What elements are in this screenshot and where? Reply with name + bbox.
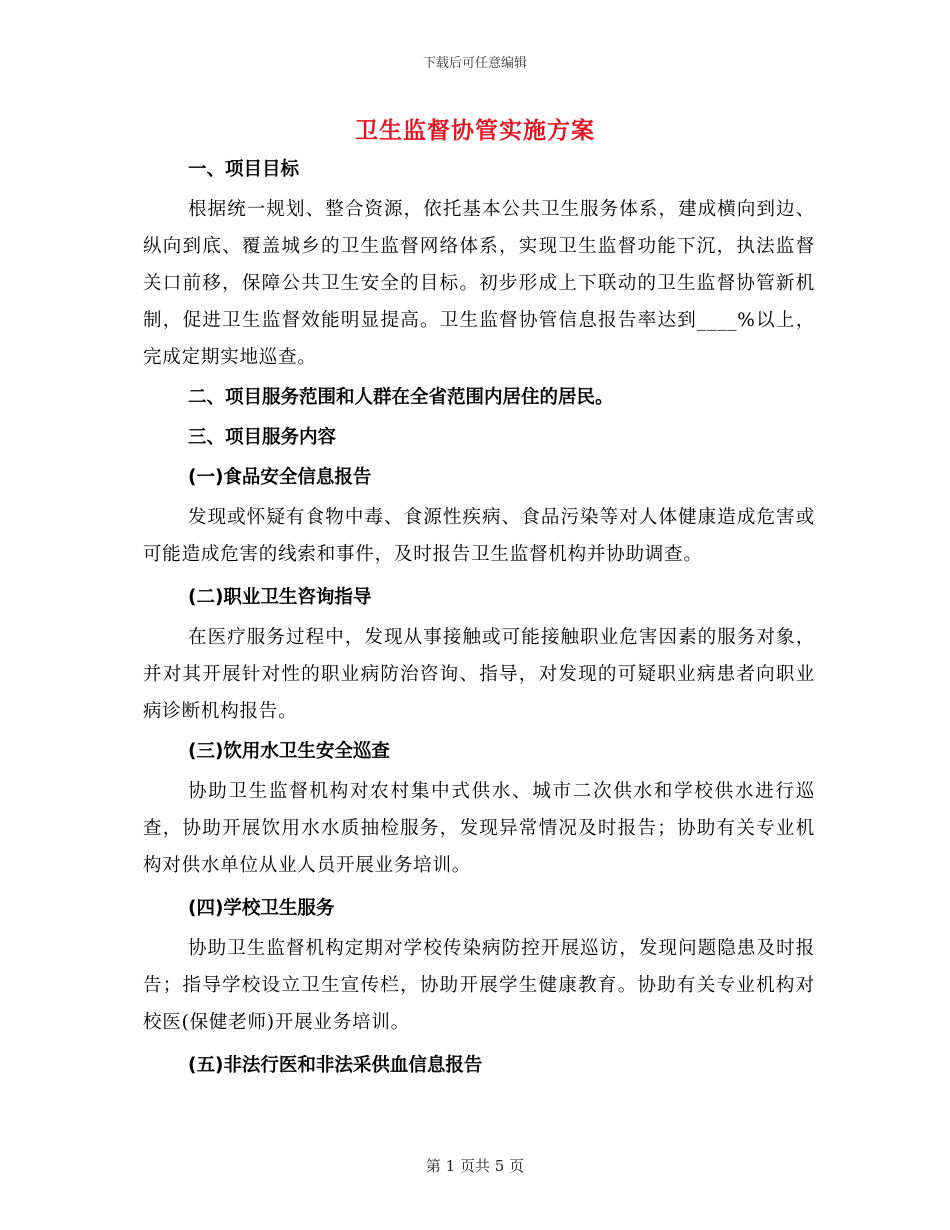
page-footer: 第 1 页共 5 页 (425, 1157, 525, 1175)
paragraph-occupational-health: 在医疗服务过程中，发现从事接触或可能接触职业危害因素的服务对象，并对其开展针对性的职业病防治咨询、指导，对发现的可疑职业病患者向职业病诊断机构报告。 (143, 627, 815, 722)
document-body (143, 151, 815, 1084)
subsection-heading-school-health: (四)学校卫生服务 (188, 898, 335, 919)
section-heading-goals: 一、项目目标 (188, 159, 300, 180)
section-heading-scope: 二、项目服务范围和人群在全省范围内居住的居民。 (188, 387, 614, 408)
subsection-heading-illegal-practice: (五)非法行医和非法采供血信息报告 (188, 1055, 483, 1076)
paragraph-school-health: 协助卫生监督机构定期对学校传染病防控开展巡访，发现问题隐患及时报告；指导学校设立卫生宣传栏，协助开展学生健康教育。协助有关专业机构对校医(保健老师)开展业务培训。 (143, 938, 815, 1033)
subsection-heading-drinking-water: (三)饮用水卫生安全巡查 (188, 741, 390, 762)
section-heading-content: 三、项目服务内容 (188, 427, 337, 448)
header-note: 下载后可任意编辑 (422, 56, 527, 71)
paragraph-goals: 根据统一规划、整合资源，依托基本公共卫生服务体系，建成横向到边、纵向到底、覆盖城乡的卫生监督网络体系，实现卫生监督功能下沉，执法监督关口前移，保障公共卫生安全的目标。初步形成上下联动的卫生监督协管新机制，促进卫生监督效能明显提高。卫生监督协管信息报告率达到____%以上，完成定期实地巡查。 (143, 199, 815, 368)
subsection-heading-food-safety: (一)食品安全信息报告 (188, 467, 372, 488)
document-title: 卫生监督协管实施方案 (355, 118, 595, 144)
paragraph-food-safety: 发现或怀疑有食物中毒、食源性疾病、食品污染等对人体健康造成危害或可能造成危害的线索和事件，及时报告卫生监督机构并协助调查。 (143, 507, 815, 565)
subsection-heading-occupational-health: (二)职业卫生咨询指导 (188, 587, 372, 608)
paragraph-drinking-water: 协助卫生监督机构对农村集中式供水、城市二次供水和学校供水进行巡查，协助开展饮用水水质抽检服务，发现异常情况及时报告；协助有关专业机构对供水单位从业人员开展业务培训。 (143, 781, 815, 876)
